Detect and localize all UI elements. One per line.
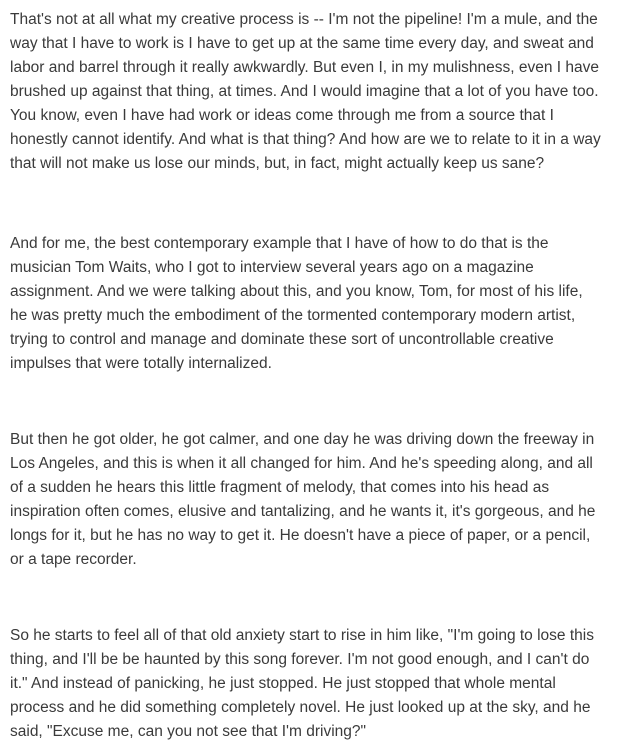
paragraph-2: And for me, the best contemporary example that I have of how to do that is the musician Tom Waits, who I got to interview several years ago on a magazine assignment. And we were talking about this, and you know, Tom, for most of his life, he was pretty much the embodiment of the tormented contemporary modern artist, trying to control and manage and dominate these sort of uncontrollable creative impulses that were totally internalized.: [10, 235, 583, 372]
paragraph-3: But then he got older, he got calmer, and one day he was driving down the freeway in Los Angeles, and this is when it all changed for him. And he's speeding along, and all of a sudden he hears this little fragment of melody, that comes into his head as inspiration often comes, elusive and tantalizing, and he wants it, it's gorgeous, and he longs for it, but he has no way to get it. He doesn't have a piece of paper, or a pencil, or a tape recorder.: [10, 431, 596, 568]
paragraph-1: That's not at all what my creative process is -- I'm not the pipeline! I'm a mule, and the way that I have to work is I have to get up at the same time every day, and sweat and labor and barrel through it really awkwardly. But even I, in my mulishness, even I have brushed up against that thing, at times. And I would imagine that a lot of you have too. You know, even I have had work or ideas come through me from a source that I honestly cannot identify. And what is that thing? And how are we to relate to it in a way that will not make us lose our minds, but, in fact, might actually keep us sane?: [10, 11, 601, 172]
paragraph-4: So he starts to feel all of that old anxiety start to rise in him like, "I'm going to lose this thing, and I'll be be haunted by this song forever. I'm not good enough, and I can't do it." And instead of panicking, he just stopped. He just stopped that whole mental process and he did something completely novel. He just looked up at the sky, and he said, "Excuse me, can you not see that I'm driving?": [10, 627, 594, 740]
